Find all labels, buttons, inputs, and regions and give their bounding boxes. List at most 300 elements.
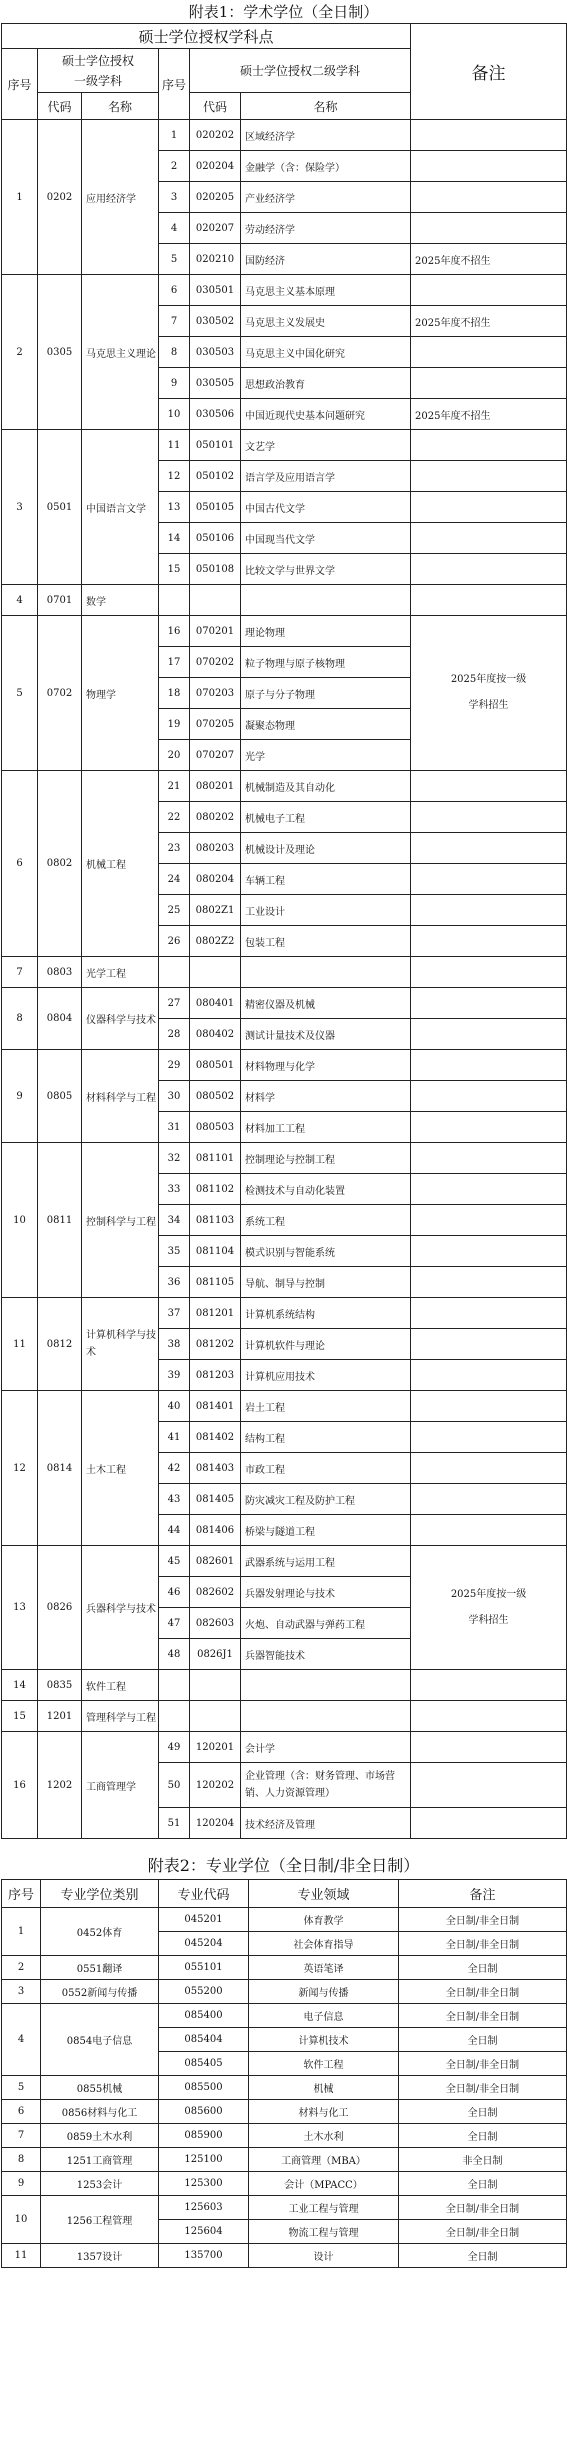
group-no: 16 [2,1732,38,1839]
major-note: 全日制/非全日制 [399,1980,567,2004]
major-note: 全日制 [399,2172,567,2196]
sub-code: 020207 [190,213,241,244]
sub-code: 0826J1 [190,1639,241,1670]
row-note [411,430,567,461]
sub-code: 081103 [190,1205,241,1236]
sub-no: 4 [159,213,190,244]
group-no: 11 [2,2244,41,2268]
sub-code: 070205 [190,709,241,740]
group-no: 5 [2,616,38,771]
group-no: 8 [2,2148,41,2172]
row-note [411,1112,567,1143]
group-code: 1201 [38,1701,82,1732]
sub-name: 导航、制导与控制 [241,1267,411,1298]
group-note-line: 学科招生 [468,1614,509,1626]
major-note: 全日制/非全日制 [399,1908,567,1932]
sub-code: 0802Z1 [190,895,241,926]
sub-no: 11 [159,430,190,461]
sub-code: 080204 [190,864,241,895]
empty-cell [241,1701,411,1732]
sub-code: 081406 [190,1515,241,1546]
sub-no: 37 [159,1298,190,1329]
degree-category: 0551翻译 [41,1956,159,1980]
sub-no: 38 [159,1329,190,1360]
sub-no: 28 [159,1019,190,1050]
major-field: 会计（MPACC） [249,2172,399,2196]
major-field: 体育教学 [249,1908,399,1932]
group-no: 15 [2,1701,38,1732]
group-code: 0702 [38,616,82,771]
empty-cell [411,585,567,616]
degree-category: 0856材料与化工 [41,2100,159,2124]
sub-name: 系统工程 [241,1205,411,1236]
sub-name: 模式识别与智能系统 [241,1236,411,1267]
sub-no: 25 [159,895,190,926]
table-row [2,1546,567,1577]
major-code: 085404 [159,2028,249,2052]
sub-no: 3 [159,182,190,213]
row-note [411,1360,567,1391]
sub-code: 080202 [190,802,241,833]
sub-code: 120201 [190,1732,241,1763]
table-row [2,2196,567,2220]
empty-cell [190,957,241,988]
group-name: 计算机科学与技术 [82,1298,159,1391]
major-note: 全日制 [399,1956,567,1980]
table-row [2,771,567,802]
group-note [411,1546,567,1670]
sub-name: 粒子物理与原子核物理 [241,647,411,678]
group-code: 0305 [38,275,82,430]
sub-name: 兵器智能技术 [241,1639,411,1670]
major-code: 085400 [159,2004,249,2028]
table2-header-cell: 专业领域 [249,1880,399,1908]
group-name: 软件工程 [82,1670,159,1701]
sub-no: 12 [159,461,190,492]
group-no: 3 [2,1980,41,2004]
row-note [411,1453,567,1484]
major-field: 新闻与传播 [249,1980,399,2004]
empty-cell [190,1701,241,1732]
major-code: 135700 [159,2244,249,2268]
empty-cell [159,1670,190,1701]
major-code: 085900 [159,2124,249,2148]
row-note [411,988,567,1019]
row-note [411,895,567,926]
sub-no: 30 [159,1081,190,1112]
major-code: 045201 [159,1908,249,1932]
empty-cell [159,957,190,988]
group-name: 土木工程 [82,1391,159,1546]
empty-cell [159,1701,190,1732]
sub-name: 机械设计及理论 [241,833,411,864]
major-note: 全日制 [399,2244,567,2268]
major-field: 物流工程与管理 [249,2220,399,2244]
sub-code: 081104 [190,1236,241,1267]
sub-code: 050105 [190,492,241,523]
sub-no: 43 [159,1484,190,1515]
sub-no: 10 [159,399,190,430]
sub-name: 市政工程 [241,1453,411,1484]
group-note-line: 2025年度按一级 [450,674,527,685]
major-note: 全日制/非全日制 [399,2004,567,2028]
group-name: 仪器科学与技术 [82,988,159,1050]
sub-no: 18 [159,678,190,709]
sub-name: 中国近现代史基本问题研究 [241,399,411,430]
empty-cell [190,585,241,616]
table2-header-row [2,1880,567,1908]
group-name: 物理学 [82,616,159,771]
table-row [2,585,567,616]
table-row [2,2124,567,2148]
row-note [411,120,567,151]
major-field: 设计 [249,2244,399,2268]
sub-code: 081405 [190,1484,241,1515]
sub-name: 产业经济学 [241,182,411,213]
sub-code: 050106 [190,523,241,554]
sub-no: 9 [159,368,190,399]
sub-name: 计算机系统结构 [241,1298,411,1329]
sub-name: 马克思主义发展史 [241,306,411,337]
sub-no: 7 [159,306,190,337]
sub-code: 050102 [190,461,241,492]
sub-code: 081401 [190,1391,241,1422]
group-name: 机械工程 [82,771,159,957]
sub-code: 030503 [190,337,241,368]
sub-code: 081201 [190,1298,241,1329]
degree-category: 1357设计 [41,2244,159,2268]
table-row [2,1050,567,1081]
group-no: 1 [2,1908,41,1956]
major-note: 非全日制 [399,2148,567,2172]
group-name: 应用经济学 [82,120,159,275]
row-note [411,1732,567,1763]
group-no: 2 [2,1956,41,1980]
table-row [2,1143,567,1174]
major-note: 全日制 [399,2124,567,2148]
sub-no: 40 [159,1391,190,1422]
row-note [411,1484,567,1515]
row-note [411,1808,567,1839]
table-row [2,275,567,306]
table-row [2,2244,567,2268]
table-row [2,616,567,647]
major-code: 125603 [159,2196,249,2220]
major-note: 全日制 [399,2100,567,2124]
row-note: 2025年度不招生 [411,244,567,275]
group-name: 数学 [82,585,159,616]
major-code: 085600 [159,2100,249,2124]
group-no: 9 [2,1050,38,1143]
sub-no: 51 [159,1808,190,1839]
major-note: 全日制/非全日制 [399,2220,567,2244]
sub-no: 27 [159,988,190,1019]
row-note [411,368,567,399]
sub-code: 070203 [190,678,241,709]
group-no: 11 [2,1298,38,1391]
major-code: 125100 [159,2148,249,2172]
group-no: 5 [2,2076,41,2100]
major-field: 社会体育指导 [249,1932,399,1956]
row-note [411,864,567,895]
group-name: 控制科学与工程 [82,1143,159,1298]
major-field: 材料与化工 [249,2100,399,2124]
table-row [2,1701,567,1732]
table-row [2,2076,567,2100]
row-note [411,1515,567,1546]
sub-no: 35 [159,1236,190,1267]
sub-name: 结构工程 [241,1422,411,1453]
sub-name: 机械制造及其自动化 [241,771,411,802]
sub-name: 区域经济学 [241,120,411,151]
table1-xuhao-header: 序号 [2,49,38,120]
table-row [2,1391,567,1422]
major-code: 085405 [159,2052,249,2076]
sub-code: 030506 [190,399,241,430]
sub-name: 会计学 [241,1732,411,1763]
table2-caption: 附表2：专业学位（全日制/非全日制） [147,1856,420,1875]
empty-cell [241,585,411,616]
degree-category: 1253会计 [41,2172,159,2196]
row-note [411,1236,567,1267]
sub-name: 马克思主义基本原理 [241,275,411,306]
sub-code: 080203 [190,833,241,864]
degree-category: 1251工商管理 [41,2148,159,2172]
sub-no: 5 [159,244,190,275]
row-note [411,771,567,802]
row-note [411,1081,567,1112]
sub-code: 082601 [190,1546,241,1577]
sub-name: 车辆工程 [241,864,411,895]
table-row [2,1980,567,2004]
sub-name: 技术经济及管理 [241,1808,411,1839]
sub-code: 081202 [190,1329,241,1360]
group-name: 工商管理学 [82,1732,159,1839]
sub-name: 检测技术与自动化装置 [241,1174,411,1205]
sub-code: 081102 [190,1174,241,1205]
major-field: 英语笔译 [249,1956,399,1980]
group-name: 马克思主义理论 [82,275,159,430]
sub-code: 081403 [190,1453,241,1484]
degree-category: 0859土木水利 [41,2124,159,2148]
sub-name: 防灾减灾工程及防护工程 [241,1484,411,1515]
group-no: 10 [2,2196,41,2244]
major-note: 全日制/非全日制 [399,2052,567,2076]
row-note [411,1019,567,1050]
row-note [411,523,567,554]
table-row [2,1298,567,1329]
table1-first-level-header [38,49,159,93]
group-code: 0501 [38,430,82,585]
major-field: 计算机技术 [249,2028,399,2052]
table1-note-header: 备注 [411,24,567,120]
sub-no: 45 [159,1546,190,1577]
group-no: 10 [2,1143,38,1298]
table-row [2,1956,567,1980]
sub-no: 6 [159,275,190,306]
sub-no: 48 [159,1639,190,1670]
sub-no: 46 [159,1577,190,1608]
group-name: 材料科学与工程 [82,1050,159,1143]
group-name: 光学工程 [82,957,159,988]
sub-no: 34 [159,1205,190,1236]
group-no: 2 [2,275,38,430]
sub-name: 兵器发射理论与技术 [241,1577,411,1608]
sub-code: 081101 [190,1143,241,1174]
sub-no: 31 [159,1112,190,1143]
group-no: 8 [2,988,38,1050]
sub-name: 材料加工工程 [241,1112,411,1143]
group-code: 0701 [38,585,82,616]
table-row [2,1908,567,1932]
group-code: 1202 [38,1732,82,1839]
sub-code: 082603 [190,1608,241,1639]
group-note [411,616,567,771]
first-level-header-line: 一级学科 [73,73,122,88]
table-row [2,120,567,151]
sub-no: 24 [159,864,190,895]
row-note [411,1422,567,1453]
sub-name: 武器系统与运用工程 [241,1546,411,1577]
sub-name: 思想政治教育 [241,368,411,399]
degree-category: 0855机械 [41,2076,159,2100]
empty-cell [159,585,190,616]
table2-header-cell: 备注 [399,1880,567,1908]
sub-code: 081402 [190,1422,241,1453]
sub-no: 22 [159,802,190,833]
table-row [2,988,567,1019]
sub-code: 080201 [190,771,241,802]
sub-name: 光学 [241,740,411,771]
sub-no: 15 [159,554,190,585]
sub-name: 桥梁与隧道工程 [241,1515,411,1546]
group-name: 中国语言文学 [82,430,159,585]
sub-code: 070202 [190,647,241,678]
major-note: 全日制/非全日制 [399,1932,567,1956]
sub-no: 17 [159,647,190,678]
group-no: 7 [2,957,38,988]
sub-no: 26 [159,926,190,957]
sub-no: 16 [159,616,190,647]
table2-header-cell: 专业学位类别 [41,1880,159,1908]
group-no: 3 [2,430,38,585]
table2-header-cell: 序号 [2,1880,41,1908]
row-note [411,182,567,213]
group-code: 0814 [38,1391,82,1546]
row-note [411,213,567,244]
sub-no: 44 [159,1515,190,1546]
sub-name: 控制理论与控制工程 [241,1143,411,1174]
row-note [411,1267,567,1298]
sub-name: 金融学（含：保险学） [241,151,411,182]
group-code: 0804 [38,988,82,1050]
sub-no: 49 [159,1732,190,1763]
sub-name: 机械电子工程 [241,802,411,833]
table-row [2,430,567,461]
document-page [0,1,567,2268]
sub-name: 精密仪器及机械 [241,988,411,1019]
sub-no: 36 [159,1267,190,1298]
sub-code: 070207 [190,740,241,771]
sub-name: 原子与分子物理 [241,678,411,709]
group-code: 0835 [38,1670,82,1701]
sub-name: 企业管理（含：财务管理、市场营销、人力资源管理） [241,1763,411,1808]
major-code: 125300 [159,2172,249,2196]
sub-no: 42 [159,1453,190,1484]
major-field: 软件工程 [249,2052,399,2076]
group-no: 4 [2,2004,41,2076]
major-field: 土木水利 [249,2124,399,2148]
row-note [411,492,567,523]
empty-cell [190,1670,241,1701]
sub-code: 080501 [190,1050,241,1081]
sub-no: 8 [159,337,190,368]
sub-code: 080503 [190,1112,241,1143]
sub-no: 32 [159,1143,190,1174]
sub-name: 工业设计 [241,895,411,926]
sub-code: 020204 [190,151,241,182]
row-note [411,554,567,585]
row-note [411,461,567,492]
sub-no: 20 [159,740,190,771]
row-note [411,1174,567,1205]
sub-no: 14 [159,523,190,554]
sub-code: 030501 [190,275,241,306]
sub-no: 39 [159,1360,190,1391]
group-name: 管理科学与工程 [82,1701,159,1732]
sub-name: 语言学及应用语言学 [241,461,411,492]
sub-code: 080402 [190,1019,241,1050]
group-code: 0811 [38,1143,82,1298]
group-no: 6 [2,771,38,957]
row-note [411,802,567,833]
sub-name: 火炮、自动武器与弹药工程 [241,1608,411,1639]
table-row [2,1670,567,1701]
sub-no: 41 [159,1422,190,1453]
major-note: 全日制/非全日制 [399,2196,567,2220]
sub-name: 计算机软件与理论 [241,1329,411,1360]
sub-code: 0802Z2 [190,926,241,957]
first-level-header-line: 硕士学位授权 [61,53,134,68]
sub-name: 中国现当代文学 [241,523,411,554]
group-no: 14 [2,1670,38,1701]
table2-header-cell: 专业代码 [159,1880,249,1908]
empty-cell [241,957,411,988]
group-code: 0803 [38,957,82,988]
sub-name: 材料物理与化学 [241,1050,411,1081]
table-row [2,2004,567,2028]
table-row [2,957,567,988]
major-note: 全日制 [399,2028,567,2052]
sub-name: 凝聚态物理 [241,709,411,740]
row-note [411,926,567,957]
row-note: 2025年度不招生 [411,399,567,430]
sub-code: 120204 [190,1808,241,1839]
degree-category: 0552新闻与传播 [41,1980,159,2004]
sub-no: 50 [159,1763,190,1808]
row-note [411,1763,567,1808]
row-note [411,1143,567,1174]
sub-no: 23 [159,833,190,864]
major-code: 125604 [159,2220,249,2244]
major-field: 工商管理（MBA） [249,2148,399,2172]
sub-no: 33 [159,1174,190,1205]
sub-no: 19 [159,709,190,740]
table-row [2,2100,567,2124]
major-code: 045204 [159,1932,249,1956]
empty-cell [411,1701,567,1732]
sub-code: 082602 [190,1577,241,1608]
